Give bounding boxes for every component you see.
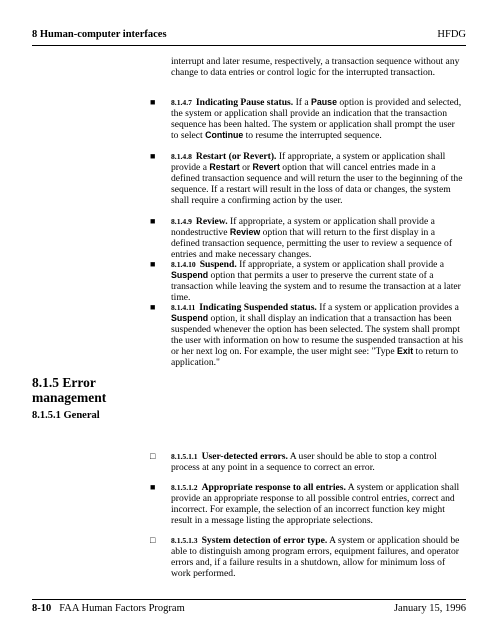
item-text: option that will return to the first display in a defined transaction sequence, permitting the user to review a sequence of entries and make necessary changes. [171,227,453,261]
requirement-8-1-4-9 [171,216,463,260]
item-text: to return to application." [171,346,459,369]
chapter-title: 8 Human-computer interfaces [32,29,167,40]
item-number: 8.1.5.1.1 [171,452,198,461]
filled-bullet-icon [150,302,155,313]
requirement-8-1-4-11 [171,302,463,369]
keyword-review: Review [229,227,261,238]
requirement-8-1-4-8 [171,151,463,206]
item-text: to resume the interrupted sequence. [243,130,382,142]
item-text: A user should be able to stop a control process at any point in a sequence to correct an error. [171,451,437,474]
requirement-8-1-5-1-2 [171,482,463,526]
item-title: Indicating Pause status. [195,97,294,108]
item-text: or [239,162,253,174]
item-text: option that permits a user to preserve the current state of a transaction while leaving the system and to resume the transaction at a later time. [171,270,461,304]
item-title: System detection of error type. [201,535,328,546]
item-text: If appropriate, a system or application shall provide a nondestructive [171,216,435,239]
item-title: Suspend. [199,259,237,270]
page-number: 8-10 [32,603,52,614]
item-title: Restart (or Revert). [195,151,277,162]
filled-bullet-icon [150,151,155,162]
item-number: 8.1.4.9 [171,217,192,226]
item-text: A system or application should be able to distinguish among program errors, equipment failures, and operator errors and, if a failure results in a shutdown, allow for minimum loss of work performed. [171,535,460,580]
item-number: 8.1.5.1.2 [171,483,198,492]
requirement-8-1-4-7 [171,97,463,141]
keyword-revert: Revert [252,162,280,173]
item-title: User-detected errors. [201,451,288,462]
requirement-8-1-5-1-3 [171,535,463,579]
item-title: Review. [195,216,228,227]
item-number: 8.1.5.1.3 [171,536,198,545]
keyword-continue: Continue [205,130,244,141]
item-number: 8.1.4.7 [171,98,192,107]
item-number: 8.1.4.11 [171,303,196,312]
item-title: Indicating Suspended status. [199,302,317,313]
item-number: 8.1.4.10 [171,260,196,269]
continuation-text: interrupt and later resume, respectively, a transaction sequence without any change to data entries or control logic for the interrupted transaction. [171,56,460,79]
keyword-suspend: Suspend [171,270,209,281]
section-heading: 8.1.5 Error management [32,375,107,405]
hollow-bullet-icon [150,535,155,546]
keyword-exit: Exit [396,346,414,357]
filled-bullet-icon [150,259,155,270]
requirement-8-1-5-1-1 [171,451,463,473]
filled-bullet-icon [150,97,155,108]
document-code: HFDG [437,29,466,40]
filled-bullet-icon [150,482,155,493]
running-header [32,27,466,46]
item-text: option is provided and selected, the system or application shall provide an indication that the transaction sequence has been halted. The system or application shall prompt the user to select [171,97,462,142]
hollow-bullet-icon [150,451,155,462]
keyword-pause: Pause [311,97,337,107]
item-text: A system or application shall provide an appropriate response to all possible control entries, correct and incorrect. For example, the selection of an incorrect function key might result in a message listing the appropriate selections. [171,482,460,527]
item-title: Appropriate response to all entries. [201,482,346,493]
keyword-restart: Restart [209,162,240,173]
filled-bullet-icon [150,216,155,227]
item-text: option that will cancel entries made in a defined transaction sequence and will return the user to the beginning of the sequence. If a restart will result in the loss of data or changes, the system shall require a confirming action by the user. [171,162,463,207]
continuation-paragraph [171,56,463,78]
item-text: If a system or application provides a [319,302,459,313]
publication-date: January 15, 1996 [393,603,466,614]
keyword-suspend: Suspend [171,313,209,324]
item-text: If appropriate, a system or application shall provide a [171,151,446,174]
item-text: If a [295,97,312,108]
page-footer [32,599,466,614]
subsection-heading: 8.1.5.1 General [32,410,100,421]
item-number: 8.1.4.8 [171,152,192,161]
program-name: FAA Human Factors Program [59,603,185,614]
requirement-8-1-4-10 [171,259,463,303]
item-text: If appropriate, a system or application shall provide a [239,259,445,270]
item-text: option, it shall display an indication that a transaction has been suspended whenever the option has been selected. The system shall prompt the user with information on how to resume the suspended transaction at his or her next log on. For example, the user might see: "Type [171,313,464,358]
